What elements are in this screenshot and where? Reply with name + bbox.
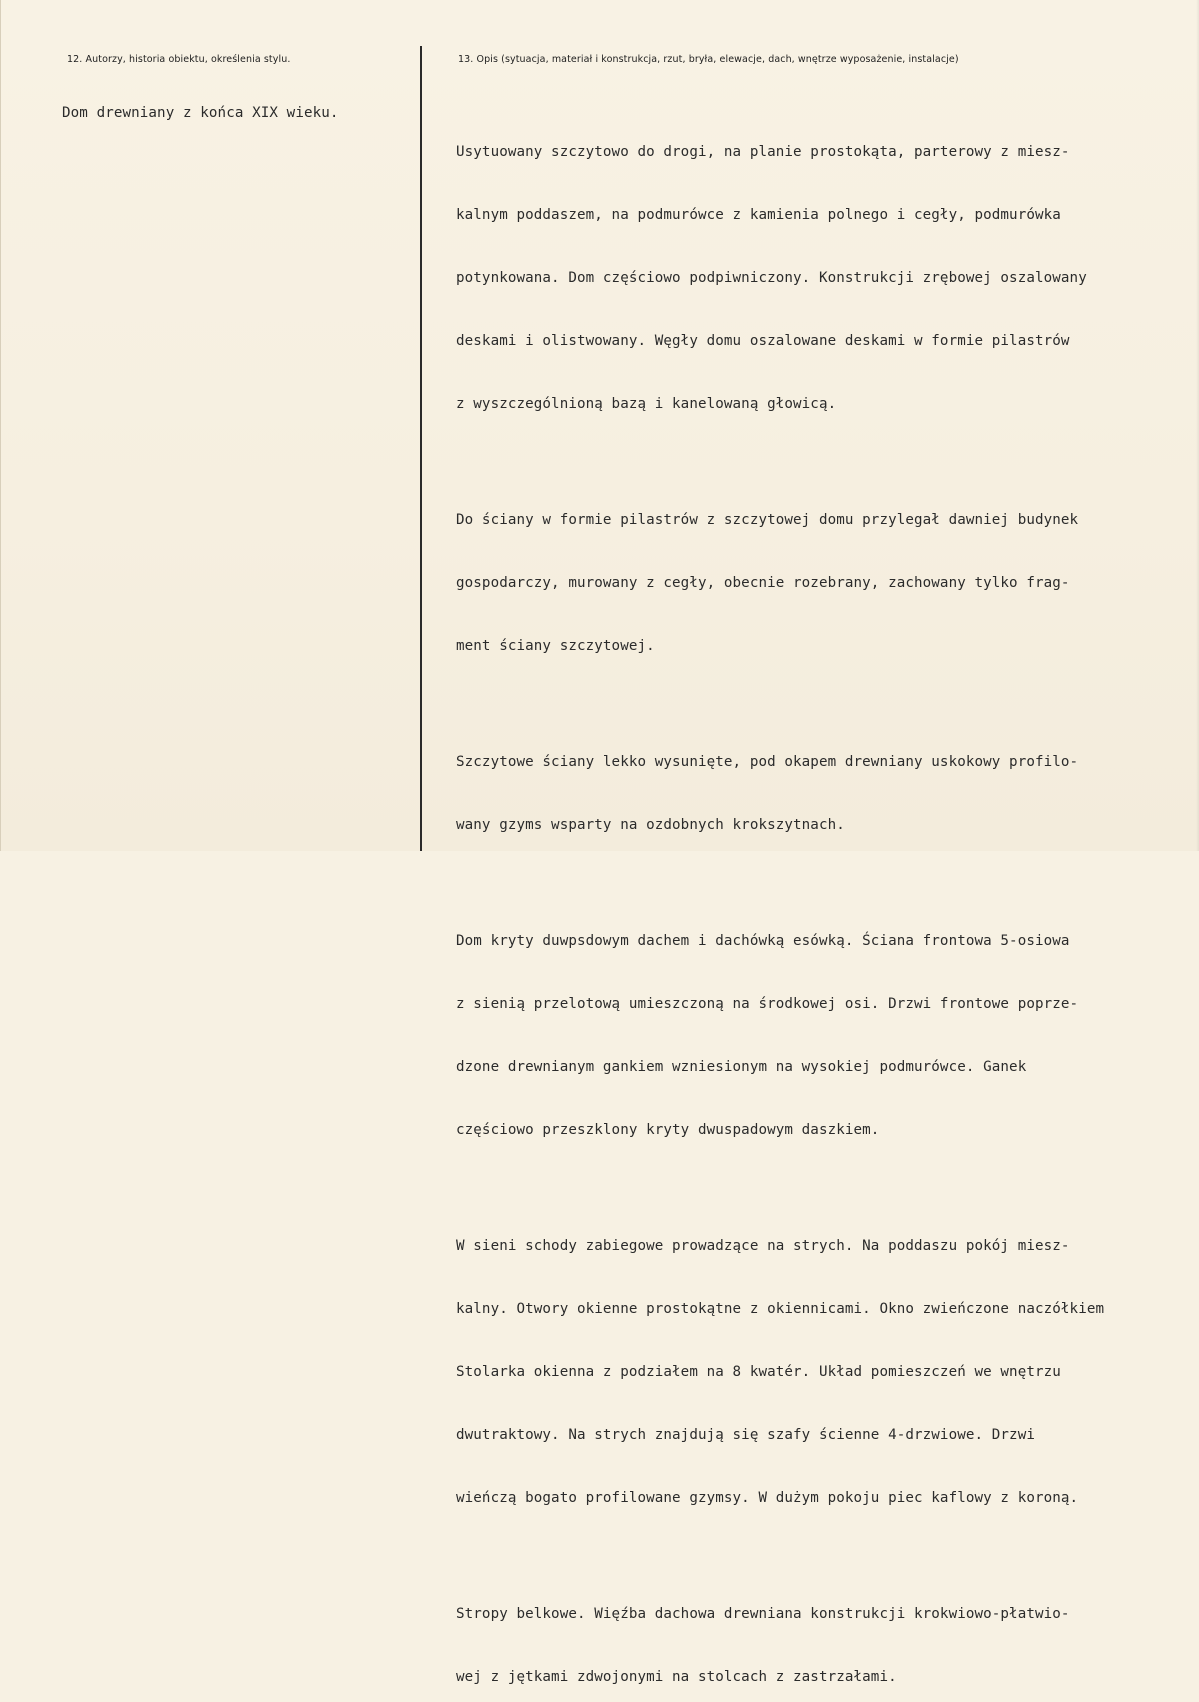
text-line: dwutraktowy. Na strych znajdują się szafy ścienne 4-drzwiowe. Drzwi <box>456 1427 1035 1443</box>
description-paragraph <box>456 100 1199 457</box>
text-line: deskami i olistwowany. Węgły domu oszalowane deskami w formie pilastrów <box>456 333 1070 349</box>
text-line: Usytuowany szczytowo do drogi, na planie prostokąta, parterowy z miesz- <box>456 144 1070 160</box>
text-line: z sienią przelotową umieszczoną na środkowej osi. Drzwi frontowe poprze- <box>456 996 1079 1012</box>
text-line: potynkowana. Dom częściowo podpiwniczony. Konstrukcji zrębowej oszalowany <box>456 270 1087 286</box>
text-line: z wyszczególnioną bazą i kanelowaną głowicą. <box>456 396 837 412</box>
description-paragraph <box>456 1562 1199 1702</box>
section-13-heading: 13. Opis (sytuacja, materiał i konstrukcja, rzut, bryła, elewacje, dach, wnętrze wyposażenie, instalacje) <box>458 54 959 65</box>
text-line: Do ściany w formie pilastrów z szczytowej domu przylegał dawniej budynek <box>456 512 1079 528</box>
text-line: Szczytowe ściany lekko wysunięte, pod okapem drewniany uskokowy profilo- <box>456 754 1079 770</box>
text-line: wej z jętkami zdwojonymi na stolcach z zastrzałami. <box>456 1669 897 1685</box>
section-12-text: Dom drewniany z końca XIX wieku. <box>62 105 339 121</box>
text-line: Dom kryty duwpsdowym dachem i dachówką esówką. Ściana frontowa 5-osiowa <box>456 933 1070 949</box>
text-line: częściowo przeszklony kryty dwuspadowym daszkiem. <box>456 1122 880 1138</box>
text-line: kalny. Otwory okienne prostokątne z okiennicami. Okno zwieńczone naczółkiem <box>456 1301 1105 1317</box>
description-paragraph <box>456 889 1199 1183</box>
text-line: Stolarka okienna z podziałem na 8 kwatér. Układ pomieszczeń we wnętrzu <box>456 1364 1061 1380</box>
column-divider <box>420 46 422 851</box>
text-line: dzone drewnianym gankiem wzniesionym na wysokiej podmurówce. Ganek <box>456 1059 1027 1075</box>
description-paragraph <box>456 710 1199 878</box>
text-line: wany gzyms wsparty na ozdobnych krokszytnach. <box>456 817 845 833</box>
description-paragraph <box>456 468 1199 699</box>
text-line: ment ściany szczytowej. <box>456 638 655 654</box>
section-12-heading: 12. Autorzy, historia obiektu, określenia stylu. <box>67 54 291 65</box>
text-line: kalnym poddaszem, na podmurówce z kamienia polnego i cegły, podmurówka <box>456 207 1061 223</box>
description-paragraph <box>456 1194 1199 1551</box>
text-line: wieńczą bogato profilowane gzymsy. W dużym pokoju piec kaflowy z koroną. <box>456 1490 1079 1506</box>
text-line: Stropy belkowe. Więźba dachowa drewniana konstrukcji krokwiowo-płatwio- <box>456 1606 1070 1622</box>
section-13-description <box>456 100 1199 1702</box>
text-line: W sieni schody zabiegowe prowadzące na strych. Na poddaszu pokój miesz- <box>456 1238 1070 1254</box>
text-line: gospodarczy, murowany z cegły, obecnie rozebrany, zachowany tylko frag- <box>456 575 1070 591</box>
